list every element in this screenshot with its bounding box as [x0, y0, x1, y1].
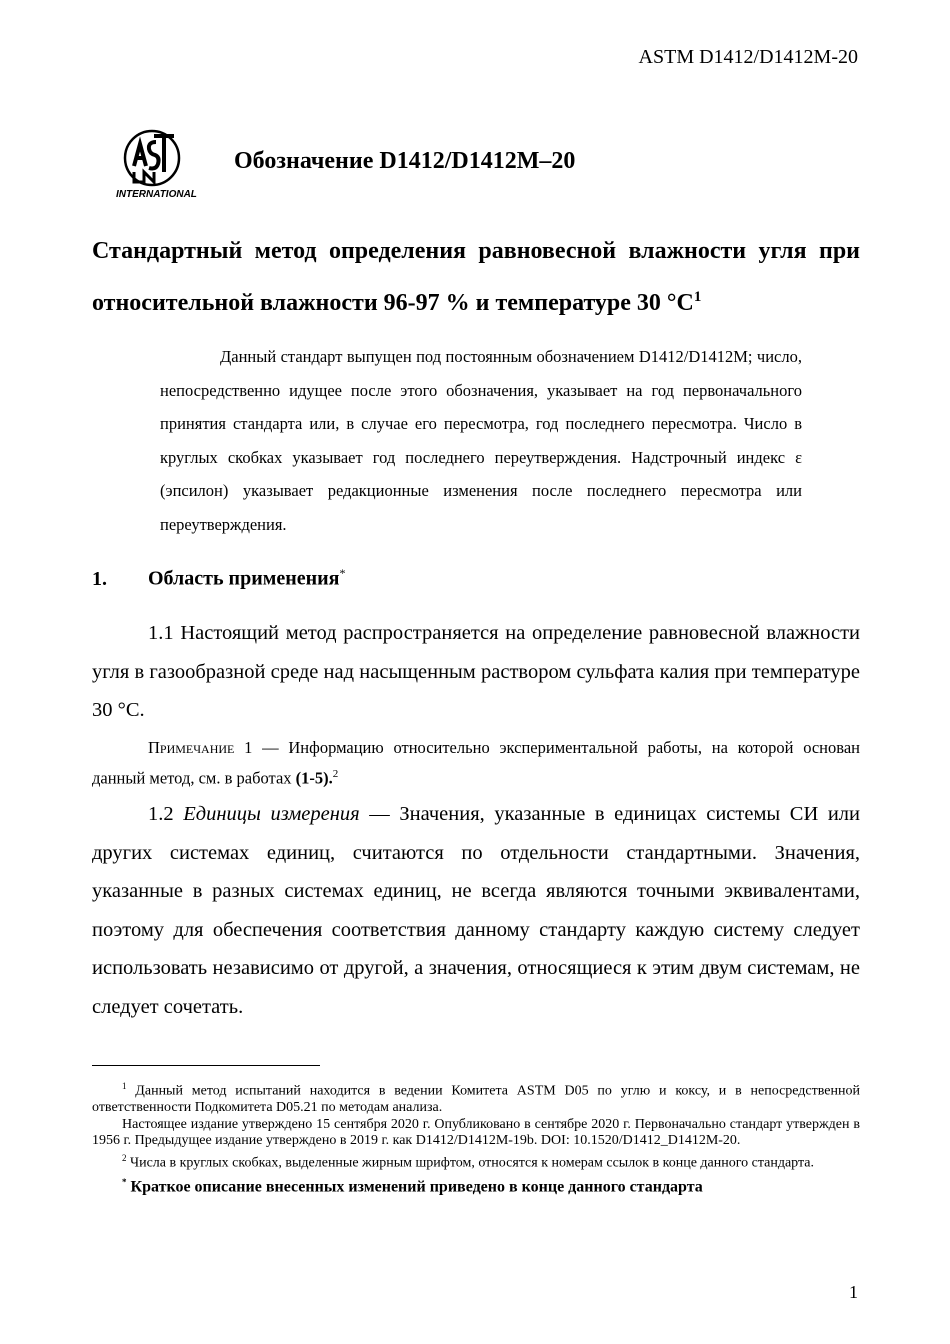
- footnote-star-text: Краткое описание внесенных изменений приведено в конце данного стандарта: [126, 1178, 703, 1196]
- note-footnote-mark: 2: [332, 768, 339, 780]
- section-1-heading: [92, 566, 346, 591]
- footnote-1-text: Данный метод испытаний находится в ведении Комитета ASTM D05 по углю и коксу, и в непосредственной ответственности Подкомитета D05.21 по методам анализа.: [92, 1083, 860, 1116]
- astm-logo: [112, 128, 198, 200]
- footnote-1-edition: Настоящее издание утверждено 15 сентября 2020 г. Опубликовано в сентябре 2020 г. Первоначально стандарт утвержден в 1956 г. Предыдущее издание утверждено в 2019 г. как D1412/D1412M-19b. DOI: 10.1520/D1412_D1412M-20.: [92, 1116, 860, 1149]
- preface-statement: Данный стандарт выпущен под постоянным обозначением D1412/D1412M; число, непосредственно идущее после этого обозначения, указывает на год первоначального принятия стандарта или, в случае его пересмотра, год последнего пересмотра. Число в круглых скобках указывает год последнего переутверждения. Надстрочный индекс ε (эпсилон) указывает редакционные изменения после последнего пересмотра или переутверждения.: [160, 347, 802, 534]
- footnote-2: [92, 1150, 860, 1172]
- footnotes: [92, 1078, 860, 1196]
- title-text: Стандартный метод определения равновесной влажности угля при относительной влажности 96-97 % и температуре 30 °C: [92, 238, 860, 316]
- note-text: — Информацию относительно экспериментальной работы, на которой основан данный метод, см. в работах: [92, 738, 860, 788]
- paragraph-1-1: 1.1 Настоящий метод распространяется на определение равновесной влажности угля в газообразной среде над насыщенным раствором сульфата калия при температуре 30 °C.: [92, 622, 860, 721]
- title-footnote-mark: 1: [693, 289, 702, 305]
- footnote-2-mark: 2: [122, 1152, 127, 1163]
- section-number: 1.: [92, 567, 107, 590]
- footnote-1-mark: 1: [122, 1081, 127, 1091]
- footnote-2-text: Числа в круглых скобках, выделенные жирным шрифтом, относятся к номерам ссылок в конце данного стандарта.: [126, 1155, 814, 1171]
- p12-number: 1.2: [148, 803, 184, 825]
- footnote-divider: [92, 1065, 320, 1066]
- paragraph-1-2: [92, 795, 860, 1026]
- note-label: Примечание 1: [148, 738, 253, 757]
- p12-text: — Значения, указанные в единицах системы СИ или других системах единиц, считаются по отдельности стандартными. Значения, указанные в разных системах единиц, не всегда являются точными эквивалентами, поэтому для обеспечения соответствия данному стандарту каждую систему следует использовать независимо от другой, а значения, относящиеся к этим двум системам, не следует сочетать.: [92, 803, 861, 1018]
- section-title: Область применения: [148, 567, 340, 590]
- section-footnote-mark: *: [339, 566, 346, 580]
- note-refs: (1-5).: [295, 768, 333, 788]
- footnote-1: [92, 1078, 860, 1117]
- page-number: 1: [849, 1282, 858, 1302]
- p12-italic-term: Единицы измерения: [183, 803, 360, 825]
- astm-international-logo-icon: [112, 128, 198, 200]
- header-reference: ASTM D1412/D1412M-20: [638, 46, 858, 68]
- footnote-star-mark: *: [122, 1176, 127, 1187]
- logo-caption: INTERNATIONAL: [116, 189, 197, 200]
- document-title: [92, 228, 860, 326]
- designation-heading: Обозначение D1412/D1412M–20: [234, 148, 576, 174]
- note-1: [92, 734, 860, 792]
- footnote-star: [92, 1174, 860, 1196]
